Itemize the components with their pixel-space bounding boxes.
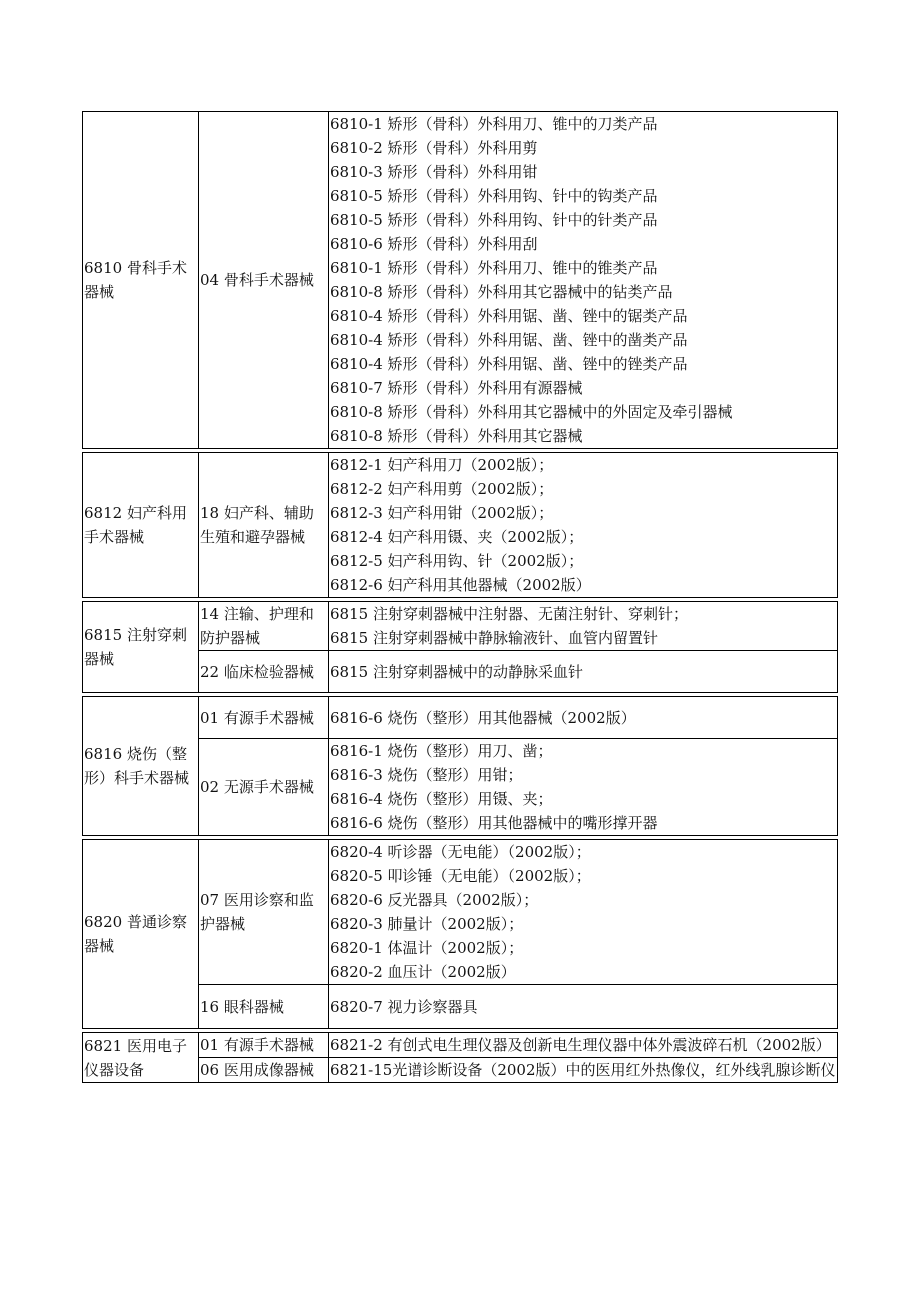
item-line: 6810-1 矫形（骨科）外科用刀、锥中的锥类产品 [330, 259, 658, 277]
item-line: 6812-3 妇产科用钳（2002版）； [330, 504, 554, 522]
item-line: 6820-4 听诊器（无电能）（2002版）； [330, 843, 591, 861]
item-line: 6816-4 烧伤（整形）用镊、夹； [330, 790, 553, 808]
item-line: 6815 注射穿刺器械中静脉输液针、血管内留置针 [330, 629, 658, 647]
items-cell [329, 651, 838, 693]
items-cell [329, 602, 838, 651]
category-cell: 6816 烧伤（整形）科手术器械 [83, 697, 199, 836]
item-line: 6821-15光谱诊断设备（2002版）中的医用红外热像仪，红外线乳腺诊断仪 [330, 1061, 836, 1079]
item-line: 6820-3 肺量计（2002版）； [330, 915, 524, 933]
table-row [83, 112, 838, 449]
subcategory-cell: 07 医用诊察和监护器械 [199, 840, 329, 985]
item-line: 6810-5 矫形（骨科）外科用钩、针中的针类产品 [330, 211, 658, 229]
item-line: 6810-8 矫形（骨科）外科用其它器械 [330, 427, 583, 445]
table-row [83, 453, 838, 598]
item-line: 6816-6 烧伤（整形）用其他器械（2002版） [330, 708, 636, 727]
items-cell [329, 1058, 838, 1083]
items-cell [329, 840, 838, 985]
item-line: 6820-7 视力诊察器具 [330, 997, 478, 1016]
table-row [83, 840, 838, 985]
item-line: 6816-1 烧伤（整形）用刀、凿； [330, 742, 553, 760]
items-cell [329, 985, 838, 1029]
category-cell: 6821 医用电子仪器设备 [83, 1033, 199, 1083]
subcategory-cell: 14 注输、护理和防护器械 [199, 602, 329, 651]
item-line: 6812-4 妇产科用镊、夹（2002版）； [330, 528, 584, 546]
items-cell [329, 739, 838, 836]
item-line: 6812-1 妇产科用刀（2002版）； [330, 456, 554, 474]
items-cell [329, 1033, 838, 1058]
item-line: 6810-8 矫形（骨科）外科用其它器械中的外固定及牵引器械 [330, 403, 733, 421]
device-catalog-table [82, 111, 838, 1083]
category-cell: 6810 骨科手术器械 [83, 112, 199, 449]
subcategory-cell: 01 有源手术器械 [199, 1033, 329, 1058]
item-line: 6810-3 矫形（骨科）外科用钳 [330, 163, 538, 181]
item-line: 6820-1 体温计（2002版）； [330, 939, 524, 957]
category-cell: 6815 注射穿刺器械 [83, 602, 199, 693]
item-line: 6812-5 妇产科用钩、针（2002版）； [330, 552, 584, 570]
item-line: 6820-6 反光器具（2002版）； [330, 891, 539, 909]
items-cell [329, 697, 838, 739]
subcategory-cell: 18 妇产科、辅助生殖和避孕器械 [199, 453, 329, 598]
item-line: 6810-6 矫形（骨科）外科用刮 [330, 235, 538, 253]
items-cell [329, 453, 838, 598]
item-line: 6820-5 叩诊锤（无电能）（2002版）； [330, 867, 591, 885]
item-line: 6816-6 烧伤（整形）用其他器械中的嘴形撑开器 [330, 814, 658, 832]
item-line: 6815 注射穿刺器械中注射器、无菌注射针、穿刺针； [330, 605, 688, 623]
item-line: 6810-4 矫形（骨科）外科用锯、凿、锉中的凿类产品 [330, 331, 688, 349]
item-line: 6821-2 有创式电生理仪器及创新电生理仪器中体外震波碎石机（2002版） [330, 1036, 831, 1054]
category-cell: 6812 妇产科用手术器械 [83, 453, 199, 598]
item-line: 6810-1 矫形（骨科）外科用刀、锥中的刀类产品 [330, 115, 658, 133]
item-line: 6815 注射穿刺器械中的动静脉采血针 [330, 662, 583, 681]
subcategory-cell: 22 临床检验器械 [199, 651, 329, 693]
item-line: 6810-7 矫形（骨科）外科用有源器械 [330, 379, 583, 397]
subcategory-cell: 16 眼科器械 [199, 985, 329, 1029]
items-cell [329, 112, 838, 449]
subcategory-cell: 06 医用成像器械 [199, 1058, 329, 1083]
subcategory-cell: 01 有源手术器械 [199, 697, 329, 739]
item-line: 6810-4 矫形（骨科）外科用锯、凿、锉中的锉类产品 [330, 355, 688, 373]
table-row [83, 1033, 838, 1058]
item-line: 6810-4 矫形（骨科）外科用锯、凿、锉中的锯类产品 [330, 307, 688, 325]
item-line: 6810-5 矫形（骨科）外科用钩、针中的钩类产品 [330, 187, 658, 205]
table-row [83, 697, 838, 739]
category-cell: 6820 普通诊察器械 [83, 840, 199, 1029]
item-line: 6820-2 血压计（2002版） [330, 963, 516, 981]
item-line: 6812-2 妇产科用剪（2002版）； [330, 480, 554, 498]
item-line: 6810-2 矫形（骨科）外科用剪 [330, 139, 538, 157]
item-line: 6810-8 矫形（骨科）外科用其它器械中的钻类产品 [330, 283, 673, 301]
item-line: 6816-3 烧伤（整形）用钳； [330, 766, 523, 784]
table-row [83, 602, 838, 651]
subcategory-cell: 02 无源手术器械 [199, 739, 329, 836]
item-line: 6812-6 妇产科用其他器械（2002版） [330, 576, 591, 594]
subcategory-cell: 04 骨科手术器械 [199, 112, 329, 449]
